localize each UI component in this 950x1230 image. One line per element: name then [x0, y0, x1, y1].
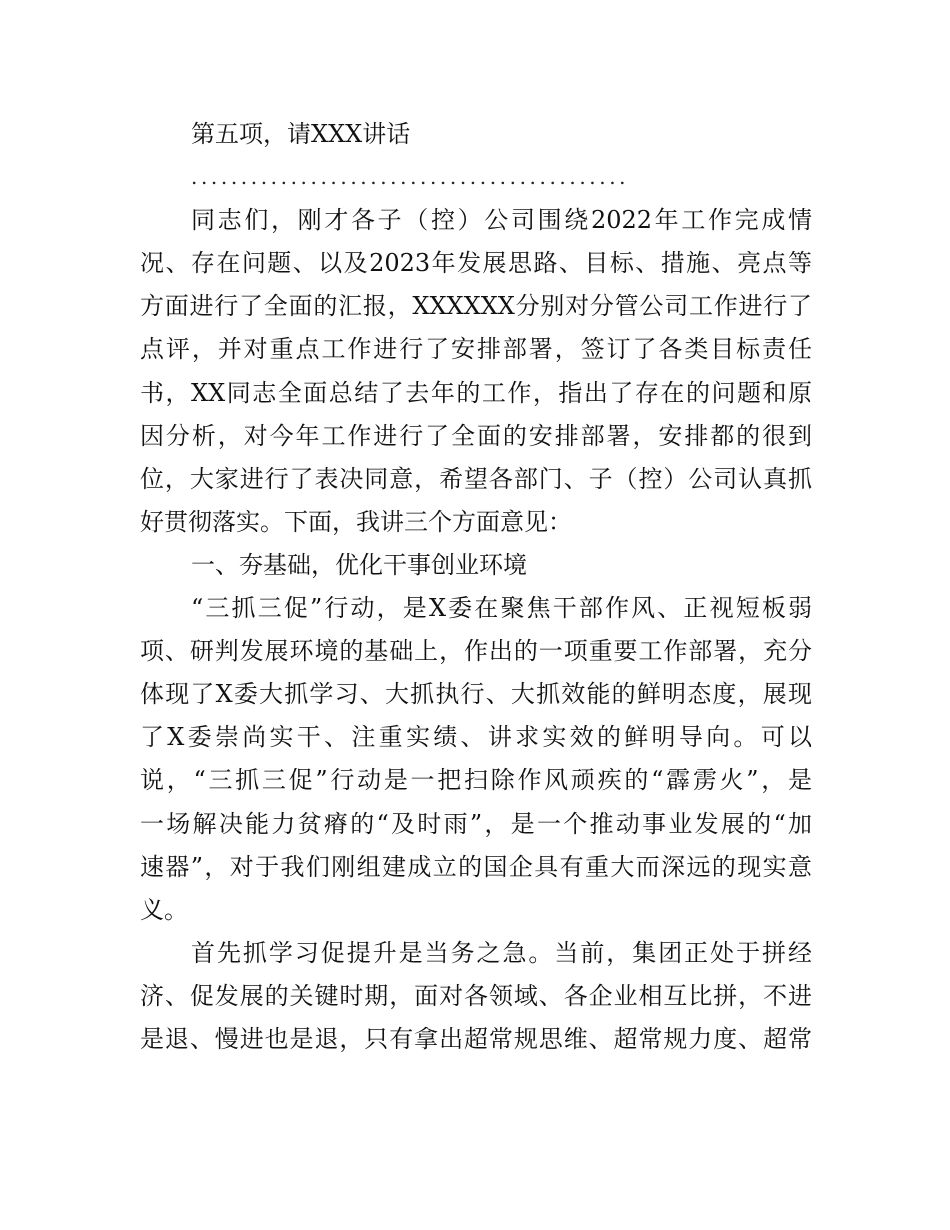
paragraph-line: 同志们，刚才各子（控）公司围绕2022年工作完成情 [191, 206, 812, 235]
paragraph-line: 速器”，对于我们刚组建成立的国企具有重大而深远的现实意 [140, 852, 812, 881]
paragraph-line: 体现了X委大抓学习、大抓执行、大抓效能的鲜明态度，展现 [140, 680, 812, 709]
paragraph-line: 是退、慢进也是退，只有拿出超常规思维、超常规力度、超常 [140, 1024, 812, 1053]
paragraph-line: 方面进行了全面的汇报，XXXXXX分别对分管公司工作进行了 [140, 292, 812, 321]
paragraph-line: 首先抓学习促提升是当务之急。当前，集团正处于拼经 [191, 938, 812, 967]
paragraph-line: 点评，并对重点工作进行了安排部署，签订了各类目标责任 [140, 335, 812, 364]
paragraph-line: 项、研判发展环境的基础上，作出的一项重要工作部署，充分 [140, 637, 812, 666]
paragraph-line: 好贯彻落实。下面，我讲三个方面意见： [140, 507, 572, 536]
paragraph-line: 一场解决能力贫瘠的“及时雨”，是一个推动事业发展的“加 [140, 809, 812, 838]
agenda-item: 第五项，请XXX讲话 [191, 120, 411, 148]
paragraph-line: 说，“三抓三促”行动是一把扫除作风顽疾的“霹雳火”，是 [140, 766, 812, 795]
paragraph-line: 了X委崇尚实干、注重实绩、讲求实效的鲜明导向。可以 [140, 723, 812, 752]
paragraph-line: “三抓三促”行动，是X委在聚焦干部作风、正视短板弱 [191, 594, 812, 623]
paragraph-line: 因分析，对今年工作进行了全面的安排部署，安排都的很到 [140, 421, 812, 450]
section-heading: 一、夯基础，优化干事创业环境 [191, 550, 527, 579]
paragraph-line: 义。 [140, 895, 188, 924]
paragraph-line: 济、促发展的关键时期，面对各领域、各企业相互比拼，不进 [140, 981, 812, 1010]
document-body [140, 113, 812, 1061]
paragraph-line: 况、存在问题、以及2023年发展思路、目标、措施、亮点等 [140, 249, 812, 278]
paragraph-line: 书，XX同志全面总结了去年的工作，指出了存在的问题和原 [140, 378, 812, 407]
paragraph-line: 位，大家进行了表决同意，希望各部门、子（控）公司认真抓 [140, 464, 812, 493]
ellipsis-separator: ............................................ [191, 165, 630, 190]
